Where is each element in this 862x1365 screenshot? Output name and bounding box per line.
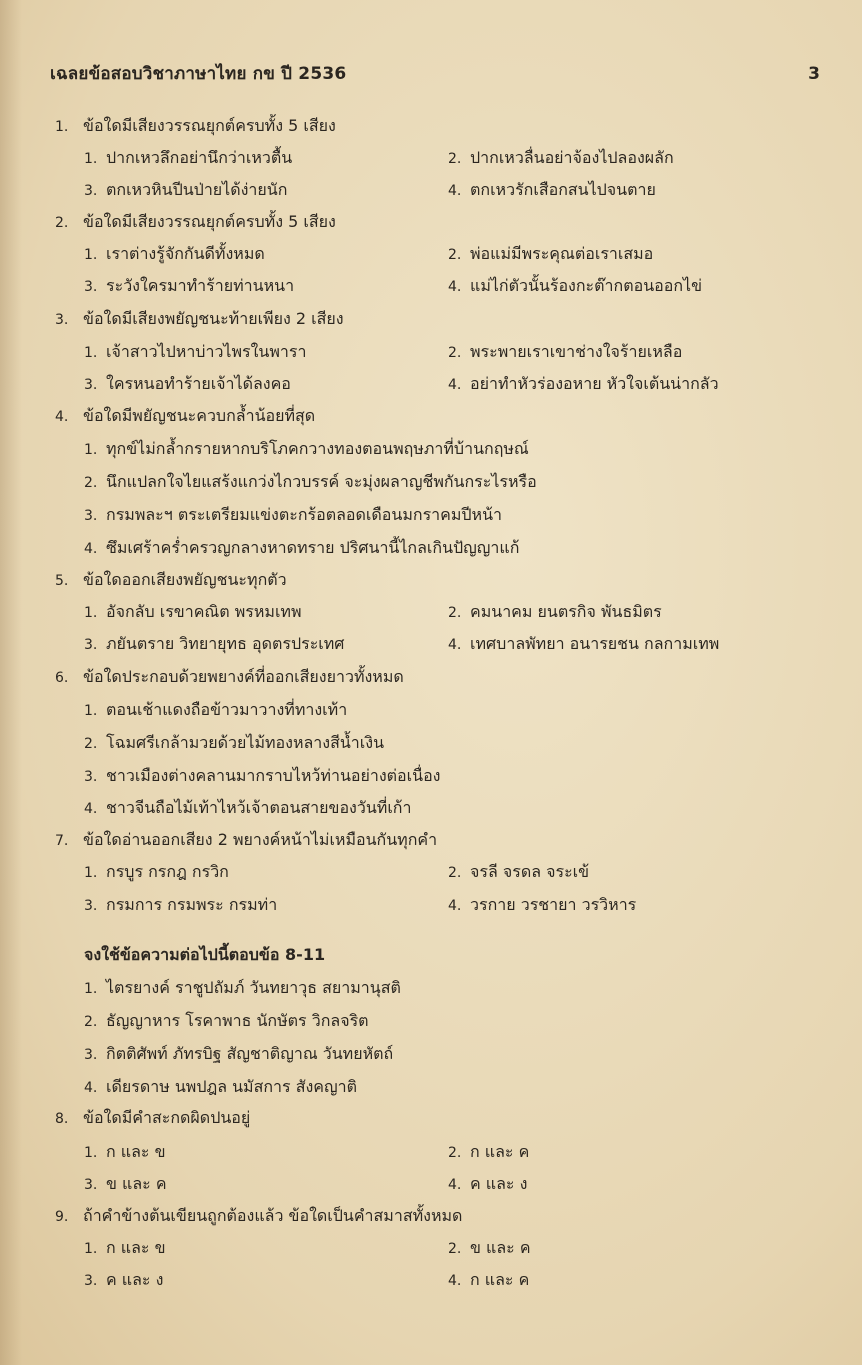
option-4-1 [84, 439, 529, 460]
option-9-2 [448, 1238, 531, 1259]
option-8-3 [84, 1174, 167, 1195]
option-5-2 [448, 602, 662, 623]
option-number: 3. [84, 183, 98, 199]
question-text: ข้อใดมีเสียงวรรณยุกต์ครบทั้ง 5 เสียง [83, 116, 336, 135]
option-text: ตอนเช้าแดงถือข้าวมาวางที่ทางเท้า [106, 700, 348, 719]
option-number: 4. [448, 183, 462, 199]
option-4-2 [84, 472, 537, 493]
option-number: 3. [84, 279, 98, 295]
option-text: ก และ ค [470, 1270, 530, 1289]
option-text: ทุกข์ไม่กล้ำกรายหากบริโภคกวางทองตอนพฤษภาที่บ้านกฤษณ์ [106, 439, 529, 458]
page-header [50, 60, 820, 87]
item-number: 1. [84, 981, 98, 997]
option-number: 4. [448, 279, 462, 295]
option-3-4 [448, 374, 719, 395]
option-text: คมนาคม ยนตรกิจ พันธมิตร [470, 602, 662, 621]
option-number: 2. [84, 736, 98, 752]
option-number: 1. [84, 605, 98, 621]
question-2 [55, 212, 336, 233]
question-number: 6. [55, 670, 69, 686]
option-1-3 [84, 180, 287, 201]
question-number: 1. [55, 119, 69, 135]
question-text: ข้อใดออกเสียงพยัญชนะทุกตัว [83, 570, 287, 589]
option-text: พ่อแม่มีพระคุณต่อเราเสมอ [470, 244, 654, 263]
option-number: 1. [84, 151, 98, 167]
option-text: ข และ ค [470, 1238, 531, 1257]
option-text: เทศบาลพัทยา อนารยชน กลกามเทพ [470, 634, 720, 653]
option-text: แม่ไก่ตัวนั้นร้องกะต๊ากตอนออกไข่ [470, 276, 703, 295]
option-text: โฉมศรีเกล้ามวยด้วยไม้ทองหลางสีน้ำเงิน [106, 733, 385, 752]
option-text: กรมพละฯ ตระเตรียมแข่งตะกร้อตลอดเดือนมกราคมปีหน้า [106, 505, 503, 524]
option-text: อย่าทำหัวร่องอหาย หัวใจเต้นน่ากลัว [470, 374, 719, 393]
question-4 [55, 406, 315, 427]
question-number: 4. [55, 409, 69, 425]
item-number: 3. [84, 1047, 98, 1063]
option-text: ปากเหวลื่นอย่าจ้องไปลองผลัก [470, 148, 674, 167]
option-number: 3. [84, 898, 98, 914]
option-text: นึกแปลกใจไยแสร้งแกว่งไกวบรรค์ จะมุ่งผลาญชีพกันกระไรหรือ [106, 472, 537, 491]
option-text: ค และ ง [106, 1270, 164, 1289]
question-5 [55, 570, 287, 591]
option-number: 1. [84, 442, 98, 458]
option-5-4 [448, 634, 719, 655]
page-title: เฉลยข้อสอบวิชาภาษาไทย กข ปี 2536 [50, 64, 347, 84]
option-number: 2. [84, 475, 98, 491]
option-number: 1. [84, 345, 98, 361]
option-8-1 [84, 1142, 166, 1163]
option-5-1 [84, 602, 302, 623]
option-text: ค และ ง [470, 1174, 528, 1193]
option-text: กรมการ กรมพระ กรมท่า [106, 895, 278, 914]
option-4-4 [84, 538, 519, 559]
passage-item-3 [84, 1044, 393, 1065]
question-3 [55, 309, 344, 330]
option-number: 2. [448, 1241, 462, 1257]
option-5-3 [84, 634, 344, 655]
option-1-1 [84, 148, 292, 169]
question-6 [55, 667, 404, 688]
question-text: ข้อใดมีเสียงพยัญชนะท้ายเพียง 2 เสียง [83, 309, 344, 328]
option-number: 3. [84, 1273, 98, 1289]
option-text: ชาวเมืองต่างคลานมากราบไหว้ท่านอย่างต่อเนื่อง [106, 766, 441, 785]
option-1-4 [448, 180, 656, 201]
option-2-1 [84, 244, 265, 265]
question-text: ถ้าคำข้างต้นเขียนถูกต้องแล้ว ข้อใดเป็นคำสมาสทั้งหมด [83, 1206, 463, 1225]
question-number: 3. [55, 312, 69, 328]
option-text: ตกเหวรักเสือกสนไปจนตาย [470, 180, 656, 199]
option-number: 2. [448, 865, 462, 881]
option-number: 2. [448, 605, 462, 621]
option-number: 2. [448, 1145, 462, 1161]
passage-item-4 [84, 1077, 357, 1098]
option-3-2 [448, 342, 682, 363]
option-number: 4. [448, 377, 462, 393]
option-8-4 [448, 1174, 527, 1195]
question-number: 8. [55, 1111, 69, 1127]
option-9-3 [84, 1270, 163, 1291]
option-number: 3. [84, 769, 98, 785]
question-1 [55, 116, 336, 137]
passage-item-1 [84, 978, 401, 999]
option-2-4 [448, 276, 702, 297]
question-text: ข้อใดประกอบด้วยพยางค์ที่ออกเสียงยาวทั้งหมด [83, 667, 404, 686]
option-7-1 [84, 862, 229, 883]
option-9-4 [448, 1270, 529, 1291]
question-number: 2. [55, 215, 69, 231]
option-3-1 [84, 342, 306, 363]
option-text: เราต่างรู้จักกันดีทั้งหมด [106, 244, 265, 263]
question-8 [55, 1108, 250, 1129]
option-number: 1. [84, 865, 98, 881]
page-number: 3 [808, 64, 820, 84]
option-number: 1. [84, 247, 98, 263]
option-6-4 [84, 798, 411, 819]
option-2-2 [448, 244, 653, 265]
option-text: จรลี จรดล จระเข้ [470, 862, 590, 881]
option-8-2 [448, 1142, 529, 1163]
option-text: ข และ ค [106, 1174, 167, 1193]
option-7-4 [448, 895, 636, 916]
option-7-3 [84, 895, 277, 916]
option-text: เจ้าสาวไปหาบ่าวไพรในพารา [106, 342, 307, 361]
option-6-1 [84, 700, 347, 721]
option-text: ก และ ข [106, 1238, 166, 1257]
question-number: 9. [55, 1209, 69, 1225]
question-text: ข้อใดอ่านออกเสียง 2 พยางค์หน้าไม่เหมือนกันทุกคำ [83, 830, 438, 849]
option-text: ตกเหวหินปีนป่ายได้ง่ายนัก [106, 180, 288, 199]
item-number: 2. [84, 1014, 98, 1030]
item-number: 4. [84, 1080, 98, 1096]
option-number: 4. [84, 541, 98, 557]
option-2-3 [84, 276, 294, 297]
option-number: 4. [448, 1177, 462, 1193]
option-text: ระวังใครมาทำร้ายท่านหนา [106, 276, 295, 295]
question-text: ข้อใดมีคำสะกดผิดปนอยู่ [83, 1108, 251, 1127]
option-number: 2. [448, 247, 462, 263]
question-number: 5. [55, 573, 69, 589]
item-text: ธัญญาหาร โรคาพาธ นักษัตร วิกลจริต [106, 1011, 369, 1030]
option-text: ชาวจีนถือไม้เท้าไหว้เจ้าตอนสายของวันที่เก้า [106, 798, 412, 817]
option-text: พระพายเราเขาช่างใจร้ายเหลือ [470, 342, 683, 361]
option-number: 3. [84, 508, 98, 524]
option-text: ปากเหวลึกอย่านึกว่าเหวตื้น [106, 148, 293, 167]
question-9 [55, 1206, 462, 1227]
option-number: 4. [448, 1273, 462, 1289]
option-number: 1. [84, 1145, 98, 1161]
option-number: 2. [448, 151, 462, 167]
question-number: 7. [55, 833, 69, 849]
option-text: อัจกลับ เรขาคณิต พรหมเทพ [106, 602, 302, 621]
option-7-2 [448, 862, 589, 883]
option-number: 2. [448, 345, 462, 361]
option-6-2 [84, 733, 384, 754]
option-9-1 [84, 1238, 166, 1259]
question-7 [55, 830, 437, 851]
question-text: ข้อใดมีเสียงวรรณยุกต์ครบทั้ง 5 เสียง [83, 212, 336, 231]
option-number: 3. [84, 377, 98, 393]
item-text: กิตติศัพท์ ภัทรบิฐ สัญชาติญาณ วันทยหัตถ์ [106, 1044, 394, 1063]
option-number: 4. [448, 898, 462, 914]
option-text: ซึมเศร้าคร่ำครวญกลางหาดทราย ปริศนานี้ไกลเกินปัญญาแก้ [106, 538, 520, 557]
passage-item-2 [84, 1011, 369, 1032]
option-text: ใครหนอทำร้ายเจ้าได้ลงคอ [106, 374, 291, 393]
option-number: 4. [448, 637, 462, 653]
option-text: ก และ ข [106, 1142, 166, 1161]
option-number: 1. [84, 1241, 98, 1257]
option-text: กรบูร กรกฎ กรวิก [106, 862, 229, 881]
option-number: 1. [84, 703, 98, 719]
option-text: ภยันตราย วิทยายุทธ อุดตรประเทศ [106, 634, 345, 653]
option-text: ก และ ค [470, 1142, 530, 1161]
option-4-3 [84, 505, 502, 526]
option-number: 3. [84, 1177, 98, 1193]
option-number: 4. [84, 801, 98, 817]
option-1-2 [448, 148, 674, 169]
option-text: วรกาย วรชายา วรวิหาร [470, 895, 637, 914]
item-text: ไตรยางค์ ราชูปถัมภ์ วันทยาวุธ สยามานุสติ [106, 978, 401, 997]
option-number: 3. [84, 637, 98, 653]
item-text: เดียรดาษ นพปฎล นมัสการ สังคญาติ [106, 1077, 357, 1096]
option-6-3 [84, 766, 441, 787]
question-text: ข้อใดมีพยัญชนะควบกล้ำน้อยที่สุด [83, 406, 316, 425]
passage-heading: จงใช้ข้อความต่อไปนี้ตอบข้อ 8-11 [84, 945, 326, 964]
option-3-3 [84, 374, 291, 395]
